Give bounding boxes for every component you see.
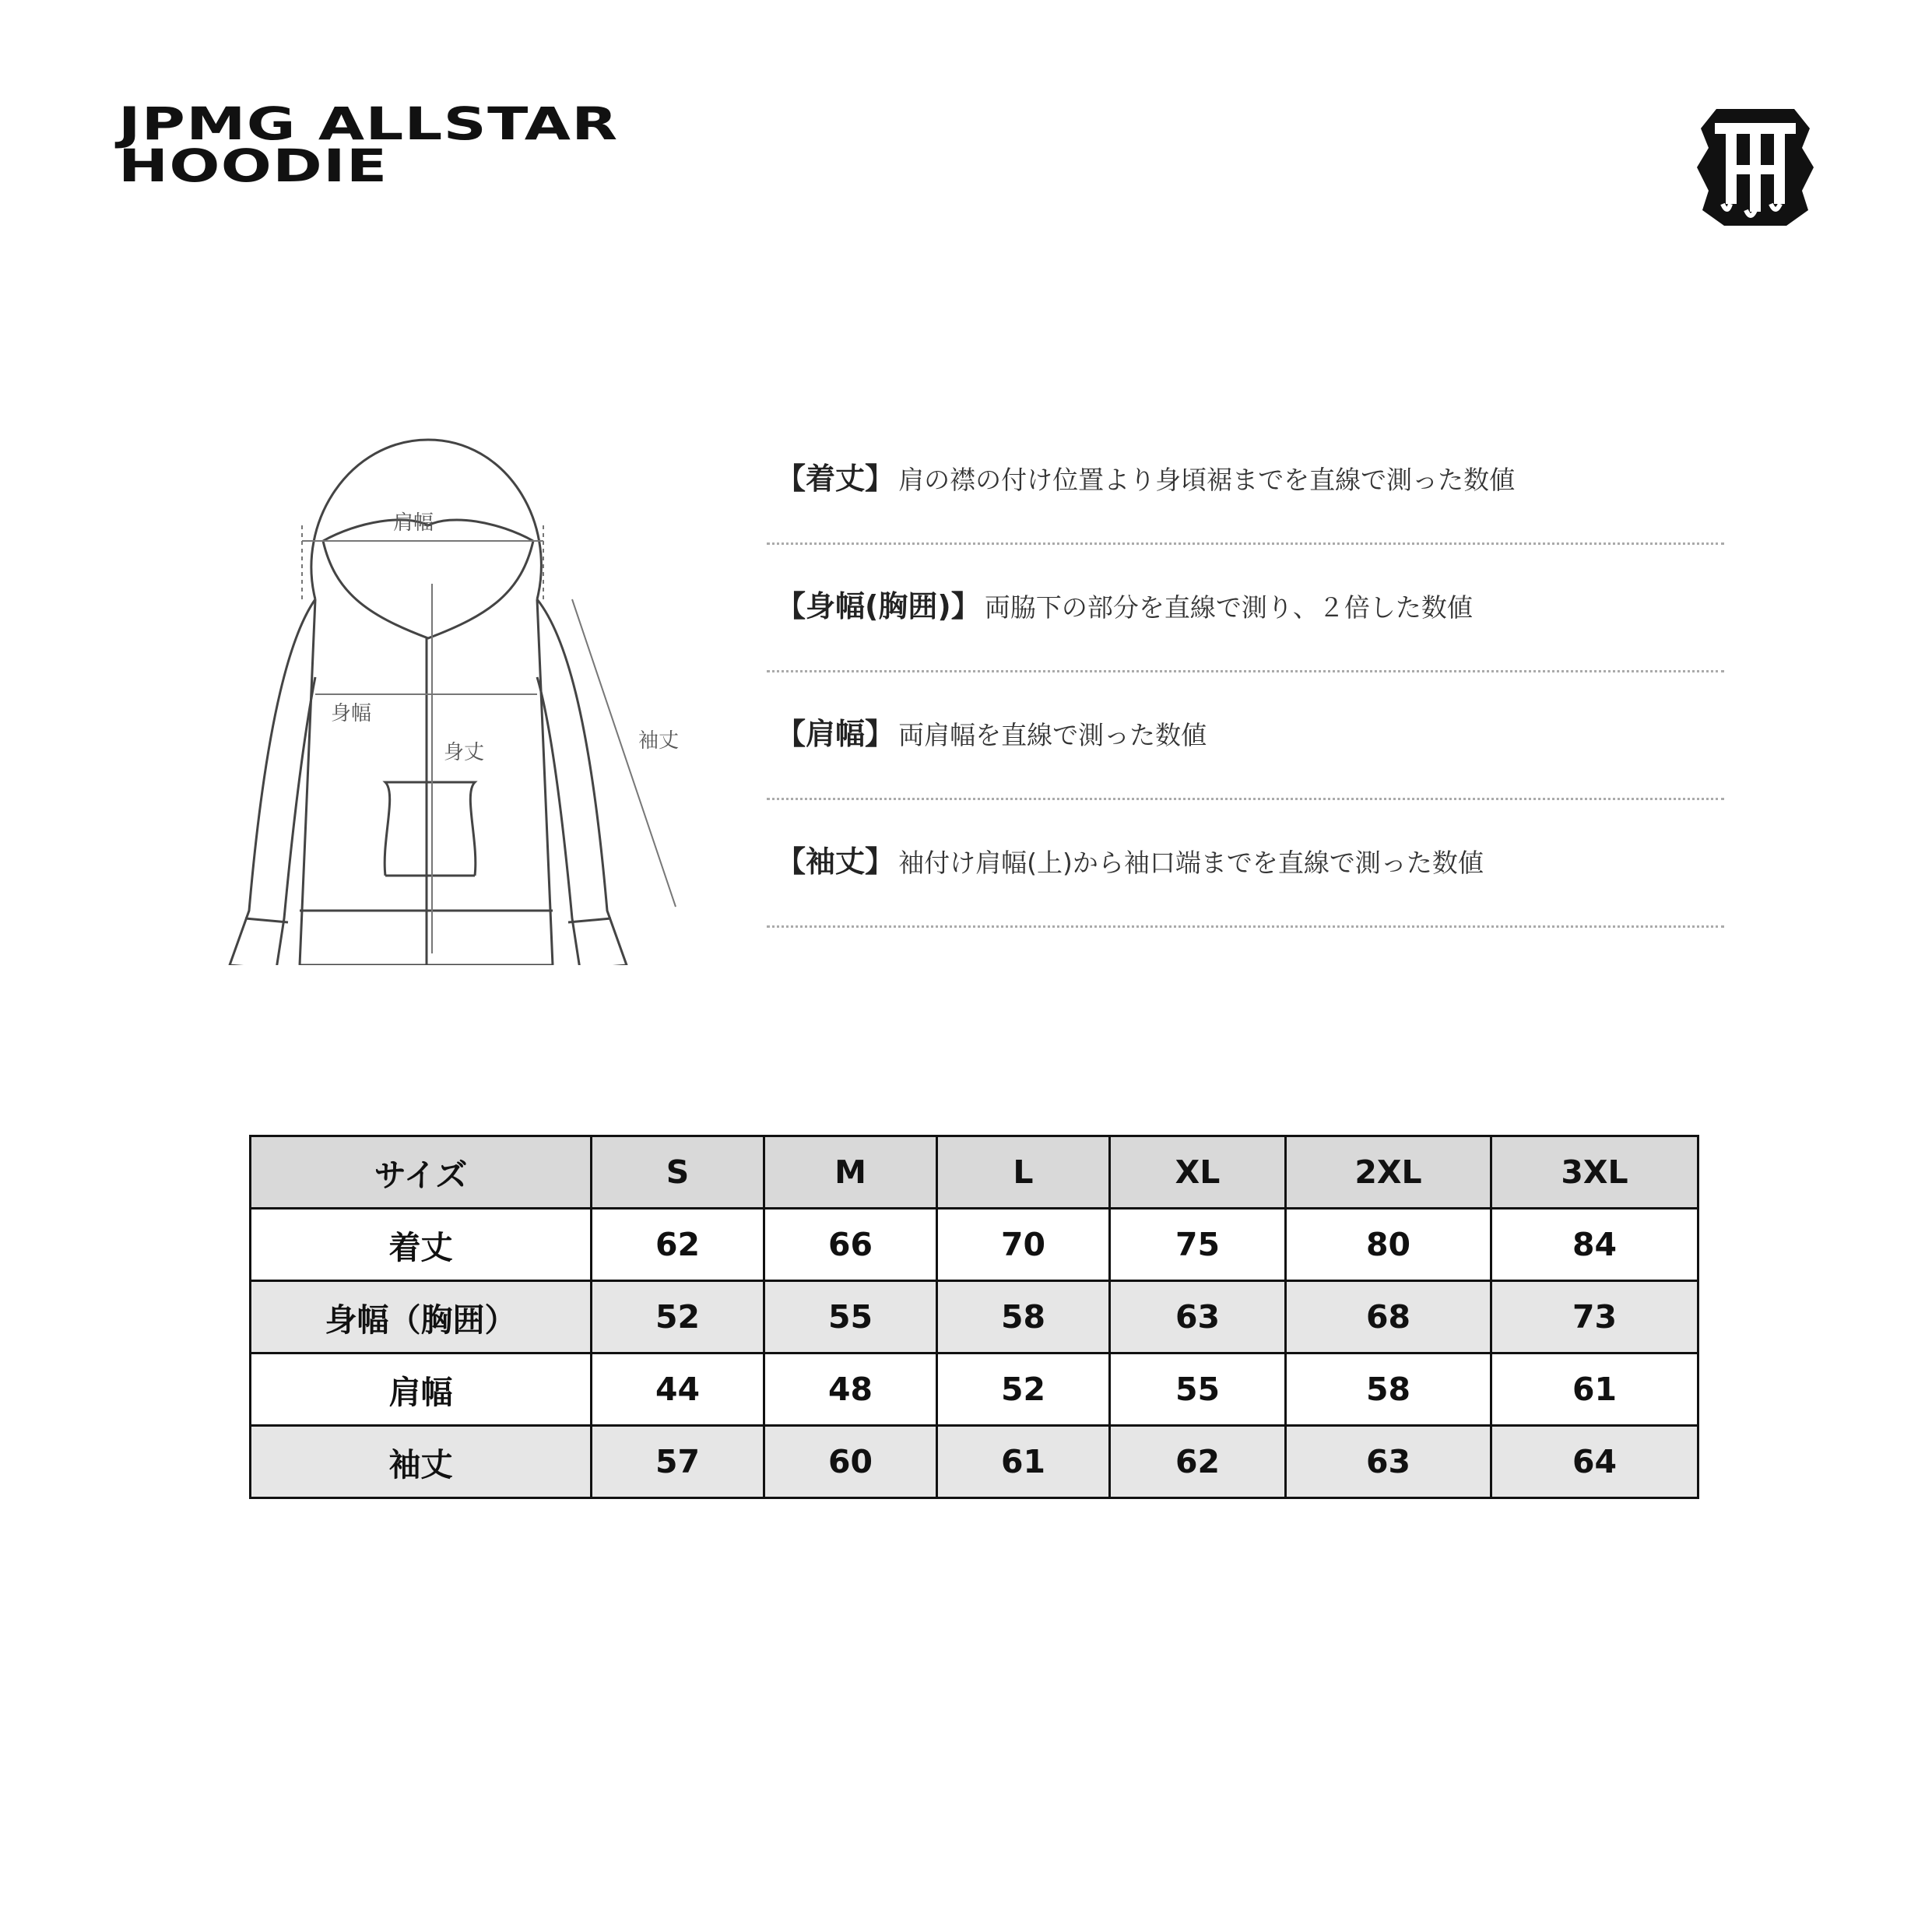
table-header-cell: 3XL xyxy=(1491,1136,1698,1209)
table-cell: 61 xyxy=(937,1426,1110,1498)
description-key: 【肩幅】 xyxy=(776,717,895,751)
table-cell: 63 xyxy=(1286,1426,1491,1498)
description-row xyxy=(767,545,1724,672)
diagram-label-shoulder: 肩幅 xyxy=(393,511,434,535)
brand-logo xyxy=(1693,93,1818,233)
hoodie-diagram xyxy=(179,405,724,965)
table-cell: 58 xyxy=(1286,1353,1491,1426)
measurement-descriptions xyxy=(767,417,1724,928)
table-cell: 44 xyxy=(592,1353,764,1426)
description-text: 両肩幅を直線で測った数値 xyxy=(898,720,1207,750)
table-cell: 80 xyxy=(1286,1209,1491,1281)
table-cell: 68 xyxy=(1286,1281,1491,1353)
size-table xyxy=(249,1135,1699,1499)
title-line-1: JPMG ALLSTAR xyxy=(118,97,619,150)
table-cell: 61 xyxy=(1491,1353,1698,1426)
table-cell: 64 xyxy=(1491,1426,1698,1498)
table-cell: 62 xyxy=(592,1209,764,1281)
table-cell: 55 xyxy=(1110,1353,1286,1426)
description-key: 【身幅(胸囲)】 xyxy=(776,589,981,623)
table-cell: 58 xyxy=(937,1281,1110,1353)
diagram-label-sleeve: 袖丈 xyxy=(638,729,680,753)
table-row xyxy=(251,1353,1698,1426)
table-header-cell: XL xyxy=(1110,1136,1286,1209)
table-header-cell: 2XL xyxy=(1286,1136,1491,1209)
description-row xyxy=(767,672,1724,800)
table-cell: 身幅（胸囲） xyxy=(251,1281,592,1353)
table-cell: 70 xyxy=(937,1209,1110,1281)
table-cell: 73 xyxy=(1491,1281,1698,1353)
table-cell: 60 xyxy=(764,1426,937,1498)
table-header-cell: サイズ xyxy=(251,1136,592,1209)
diagram-label-width: 身幅 xyxy=(331,702,372,725)
description-row xyxy=(767,417,1724,545)
table-cell: 48 xyxy=(764,1353,937,1426)
table-cell: 袖丈 xyxy=(251,1426,592,1498)
description-text: 袖付け肩幅(上)から袖口端までを直線で測った数値 xyxy=(898,848,1484,878)
table-cell: 75 xyxy=(1110,1209,1286,1281)
table-cell: 84 xyxy=(1491,1209,1698,1281)
table-cell: 52 xyxy=(937,1353,1110,1426)
description-key: 【着丈】 xyxy=(776,462,895,496)
table-row xyxy=(251,1281,1698,1353)
description-text: 肩の襟の付け位置より身頃裾までを直線で測った数値 xyxy=(898,465,1516,495)
table-header-cell: M xyxy=(764,1136,937,1209)
page-title xyxy=(118,97,619,192)
description-text: 両脇下の部分を直線で測り、２倍した数値 xyxy=(984,592,1473,623)
diagram-label-length: 身丈 xyxy=(444,741,485,764)
description-row xyxy=(767,800,1724,928)
table-header-row xyxy=(251,1136,1698,1209)
table-cell: 肩幅 xyxy=(251,1353,592,1426)
table-cell: 着丈 xyxy=(251,1209,592,1281)
title-line-2: HOODIE xyxy=(118,139,388,192)
table-header-cell: S xyxy=(592,1136,764,1209)
table-row xyxy=(251,1426,1698,1498)
table-cell: 63 xyxy=(1110,1281,1286,1353)
table-cell: 57 xyxy=(592,1426,764,1498)
table-cell: 52 xyxy=(592,1281,764,1353)
table-header-cell: L xyxy=(937,1136,1110,1209)
table-row xyxy=(251,1209,1698,1281)
table-cell: 55 xyxy=(764,1281,937,1353)
table-cell: 62 xyxy=(1110,1426,1286,1498)
description-key: 【袖丈】 xyxy=(776,844,895,879)
table-cell: 66 xyxy=(764,1209,937,1281)
